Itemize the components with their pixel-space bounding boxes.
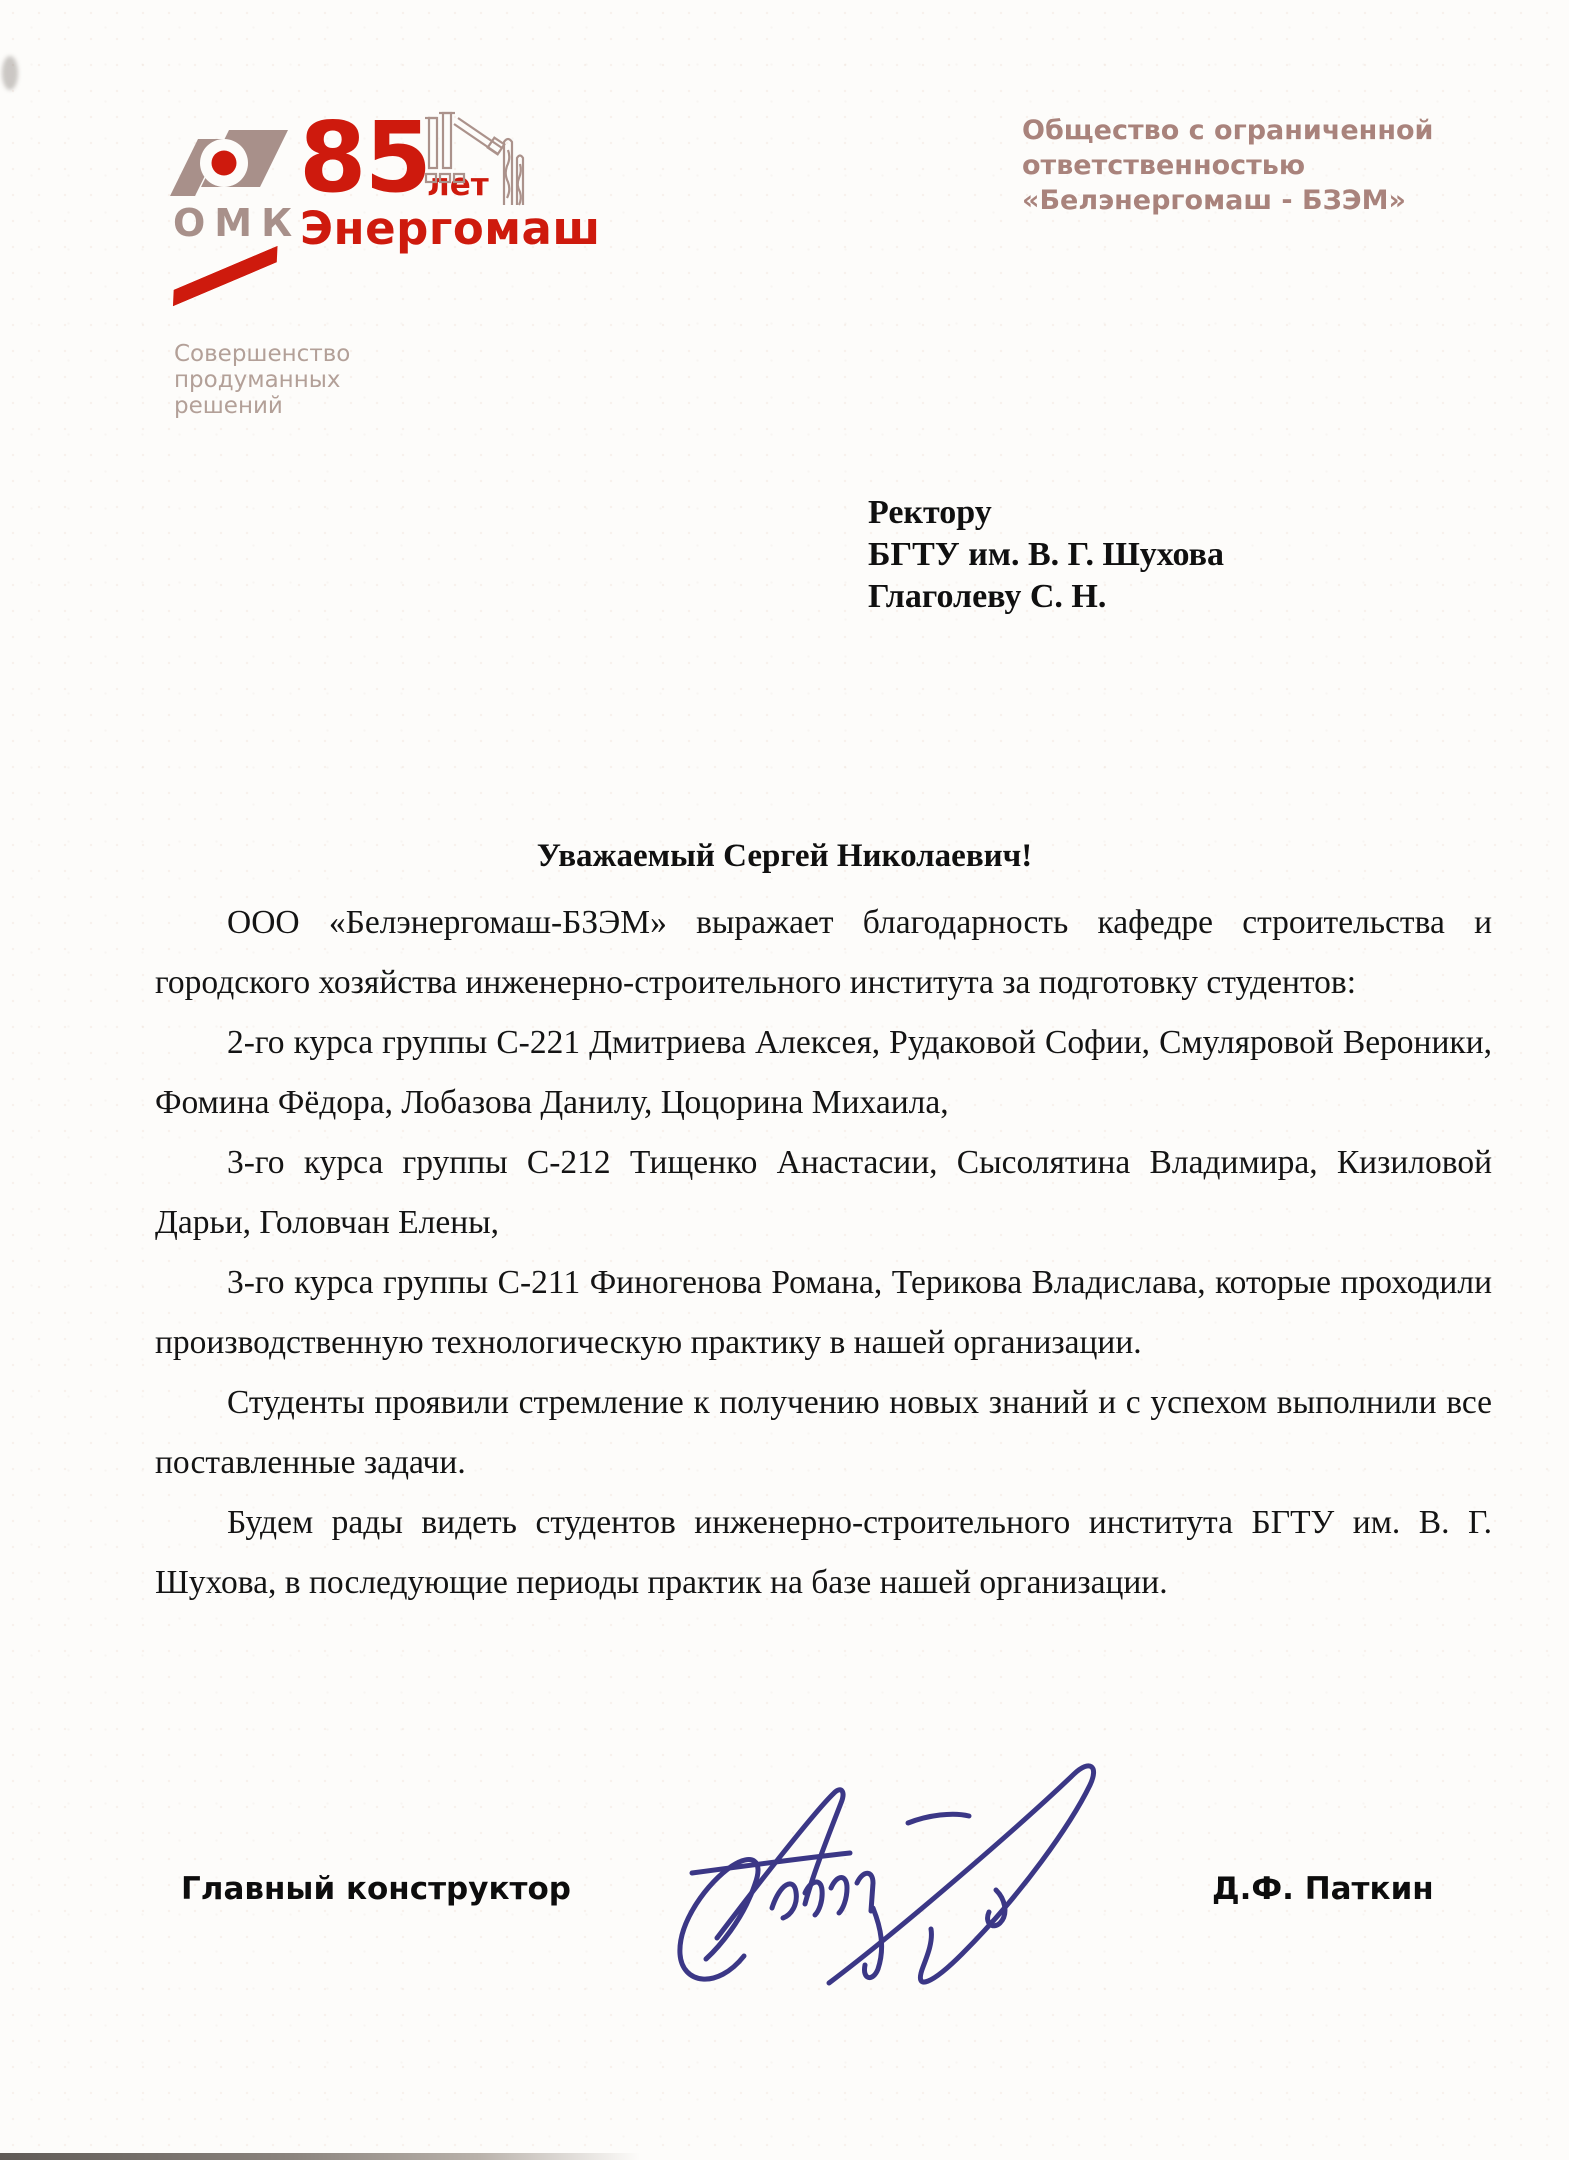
omk-logo-icon <box>170 124 290 204</box>
brand-name: Энергомаш <box>300 202 601 255</box>
salutation: Уважаемый Сергей Николаевич! <box>536 838 1033 874</box>
logo-tagline <box>174 341 350 419</box>
factory-skyline-icon <box>424 110 528 210</box>
scan-edge-strip <box>0 2153 640 2160</box>
body-paragraph: Студенты проявили стремление к получению новых знаний и с успехом выполнили все поставленные задачи. <box>155 1384 1492 1481</box>
body-paragraph: 3-го курса группы С-212 Тищенко Анастасии, Сысолятина Владимира, Кизиловой Дарьи, Головчан Елены, <box>155 1144 1492 1241</box>
addressee-line: БГТУ им. В. Г. Шухова <box>868 536 1225 573</box>
company-name-line: ответственностью <box>1022 150 1306 181</box>
tagline-line: продуманных <box>174 367 341 393</box>
company-name-line: «Белэнергомаш - БЗЭМ» <box>1022 185 1406 216</box>
red-slash-decoration <box>167 246 283 307</box>
signer-name: Д.Ф. Паткин <box>1212 1871 1434 1907</box>
company-name-block <box>1022 113 1433 218</box>
addressee-block <box>868 492 1224 618</box>
body-paragraph: 2-го курса группы С-221 Дмитриева Алексея, Рудаковой Софии, Смуляровой Вероники, Фомина Фёдора, Лобазова Данилу, Цоцорина Михаила, <box>155 1024 1492 1121</box>
anniversary-number: 85 <box>299 101 430 214</box>
anniversary-word: лет <box>427 167 489 203</box>
tagline-line: решений <box>174 393 283 419</box>
letter-body <box>155 893 1492 1613</box>
addressee-line: Ректору <box>868 494 992 531</box>
tagline-line: Совершенство <box>174 341 351 367</box>
company-name-line: Общество с ограниченной <box>1022 115 1434 146</box>
handwritten-signature <box>622 1742 1142 2034</box>
addressee-line: Глаголеву С. Н. <box>868 578 1107 615</box>
body-paragraph: 3-го курса группы С-211 Финогенова Романа, Терикова Владислава, которые проходили производственную технологическую практику в нашей организации. <box>155 1264 1492 1361</box>
scan-speck <box>2 56 18 90</box>
body-paragraph: ООО «Белэнергомаш-БЗЭМ» выражает благодарность кафедре строительства и городского хозяйства инженерно-строительного института за подготовку студентов: <box>155 904 1492 1001</box>
body-paragraph: Будем рады видеть студентов инженерно-строительного института БГТУ им. В. Г. Шухова, в последующие периоды практик на базе нашей организации. <box>155 1504 1492 1601</box>
omk-logo-text: ОМК <box>173 201 302 245</box>
signer-position-title: Главный конструктор <box>181 1871 571 1907</box>
